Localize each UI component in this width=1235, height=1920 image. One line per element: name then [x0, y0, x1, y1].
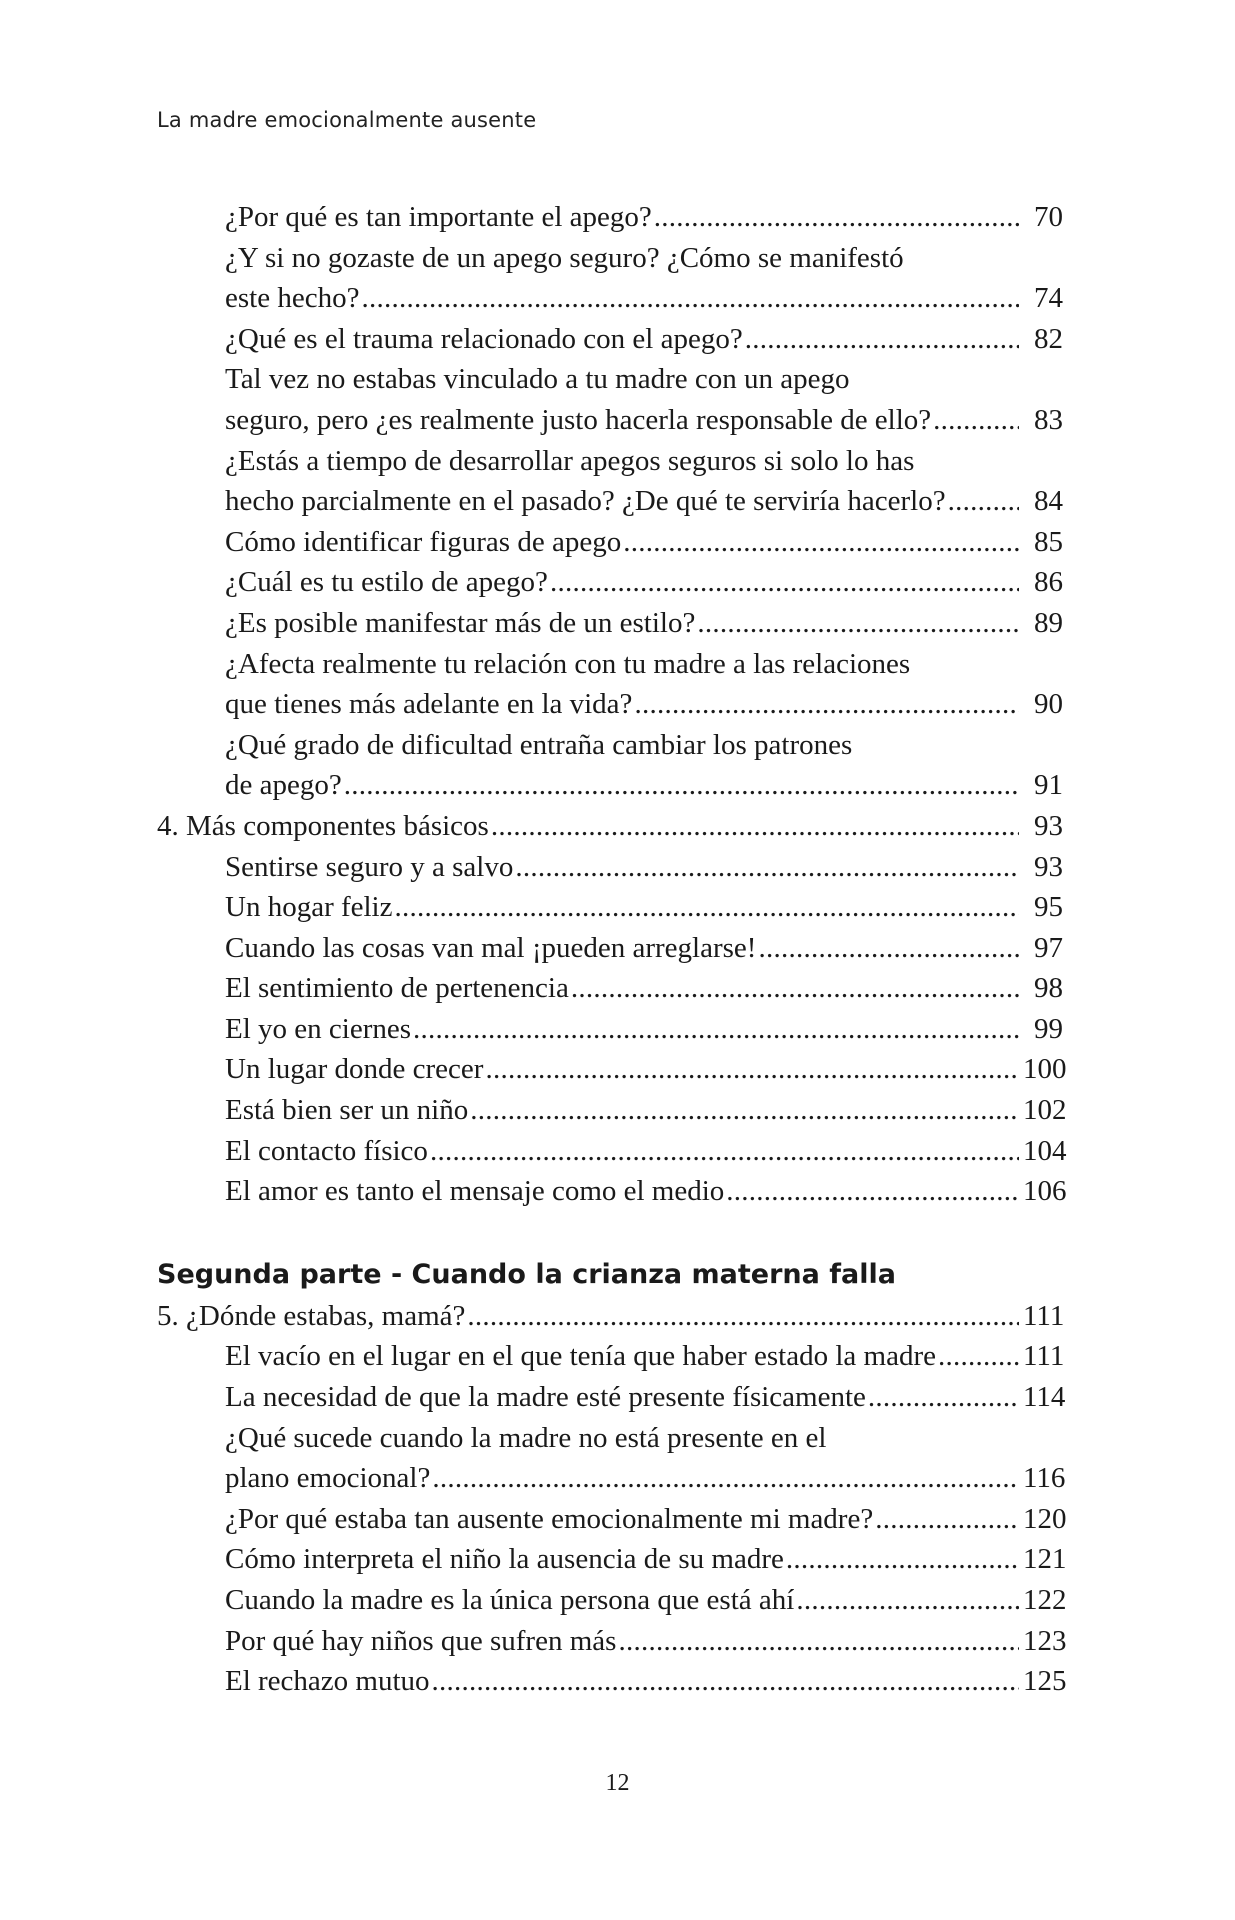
toc-entry-title: ¿Por qué estaba tan ausente emocionalmente mi madre? [225, 1502, 874, 1535]
dot-leader [796, 1580, 1019, 1621]
toc-entry-row [157, 1539, 1067, 1580]
toc-entry-row [157, 765, 1063, 806]
toc-entry-row [157, 522, 1063, 563]
toc-page-number: 83 [1034, 403, 1063, 436]
chapter-number: 5. [157, 1299, 179, 1332]
toc-entry-title: Cuando la madre es la única persona que está ahí [225, 1584, 795, 1616]
toc-entry-title: Por qué hay niños que sufren más [225, 1624, 617, 1657]
toc-entry-line: ¿Qué sucede cuando la madre no está presente en el [225, 1421, 827, 1454]
dot-leader [413, 1009, 1019, 1050]
dot-leader [623, 522, 1019, 563]
dot-leader [634, 684, 1019, 725]
toc-entry [157, 887, 1063, 928]
toc-entry [157, 1621, 1067, 1662]
toc-entry-title: El contacto físico [225, 1134, 428, 1167]
toc-entry-title: ¿Por qué es tan importante el apego? [225, 201, 652, 233]
toc-page-number: 111 [1023, 1299, 1065, 1332]
toc-page-number: 106 [1023, 1175, 1067, 1208]
dot-leader [697, 603, 1019, 644]
toc-entry [157, 1377, 1066, 1418]
toc-entry-title: este hecho? [225, 282, 360, 315]
toc-page-number: 102 [1023, 1094, 1067, 1127]
dot-leader [344, 765, 1019, 806]
toc-entry-row [157, 847, 1063, 888]
toc-page-number: 120 [1023, 1502, 1067, 1535]
toc-entry-title: Cuando las cosas van mal ¡pueden arreglarse! [225, 931, 757, 964]
toc-entry [157, 1090, 1067, 1131]
dot-leader [515, 847, 1019, 888]
dot-leader [933, 400, 1019, 441]
toc-page-number: 121 [1023, 1543, 1067, 1576]
toc-entry-title: de apego? [225, 769, 342, 802]
dot-leader [491, 806, 1019, 847]
toc-entry-row [157, 1090, 1067, 1131]
toc-entry-title: El amor es tanto el mensaje como el medio [225, 1175, 725, 1208]
toc-entry-title: El sentimiento de pertenencia [225, 972, 569, 1005]
toc-entry-title: Un lugar donde crecer [225, 1053, 484, 1086]
toc-page-number: 91 [1034, 769, 1063, 802]
toc-entry-row [157, 1621, 1067, 1662]
toc-entry [157, 725, 1063, 806]
chapter-number: 4. [157, 809, 179, 842]
toc-entry [157, 1171, 1067, 1212]
toc-page-number: 95 [1034, 891, 1063, 924]
toc-entry-row [157, 1009, 1063, 1050]
dot-leader [395, 887, 1020, 928]
toc-entry-title: Más componentes básicos [186, 809, 489, 842]
dot-leader [485, 1049, 1019, 1090]
toc-entry-row [157, 887, 1063, 928]
dot-leader [550, 562, 1019, 603]
page-number: 12 [605, 1770, 630, 1796]
toc-entry-title: plano emocional? [225, 1462, 431, 1495]
toc-entry-row [157, 928, 1063, 969]
toc-entry [157, 1049, 1067, 1090]
toc-page-number: 70 [1034, 201, 1063, 233]
toc-page-number: 85 [1034, 525, 1063, 558]
toc-page-number: 100 [1023, 1053, 1067, 1086]
toc-entry-row [157, 400, 1063, 441]
toc-entry-title: ¿Es posible manifestar más de un estilo? [225, 606, 696, 639]
toc-entry-title: seguro, pero ¿es realmente justo hacerla responsable de ello? [225, 403, 932, 436]
toc-entry-row [157, 1377, 1066, 1418]
dot-leader [430, 1131, 1019, 1172]
toc-entry-row [157, 1499, 1067, 1540]
dot-leader [654, 197, 1019, 238]
toc-page-number: 86 [1034, 566, 1063, 599]
dot-leader [726, 1171, 1019, 1212]
toc-entry-row [157, 1049, 1067, 1090]
toc-chapter-entry [157, 806, 1063, 847]
toc-entry-line: ¿Afecta realmente tu relación con tu madre a las relaciones [225, 647, 911, 680]
toc-entry-row [157, 1171, 1067, 1212]
toc-entry-line: ¿Qué grado de dificultad entraña cambiar los patrones [225, 728, 853, 761]
toc-entry-title: Sentirse seguro y a salvo [225, 850, 514, 883]
running-head: La madre emocionalmente ausente [157, 108, 537, 132]
toc-entry [157, 847, 1063, 888]
toc-entry-row [157, 1661, 1067, 1702]
toc-entry-title: El yo en ciernes [225, 1012, 412, 1045]
toc-entry [157, 1661, 1067, 1702]
toc-part-one [157, 197, 1067, 1212]
dot-leader [571, 968, 1019, 1009]
toc-entry [157, 1499, 1067, 1540]
toc-entry-row [157, 197, 1063, 238]
toc-entry [157, 238, 1063, 319]
dot-leader [432, 1661, 1019, 1702]
dot-leader [467, 1296, 1019, 1337]
toc-part-two [157, 1296, 1067, 1702]
dot-leader [948, 481, 1019, 522]
toc-page-number: 93 [1034, 850, 1063, 883]
toc-page-number: 93 [1034, 809, 1063, 842]
toc-entry-title: Está bien ser un niño [225, 1094, 469, 1127]
toc-chapter-entry [157, 1296, 1063, 1337]
toc-page-number: 116 [1023, 1462, 1066, 1495]
toc-entry-title: La necesidad de que la madre esté presente físicamente [225, 1381, 866, 1414]
dot-leader [758, 928, 1019, 969]
toc-entry-line: ¿Y si no gozaste de un apego seguro? ¿Cómo se manifestó [225, 241, 904, 274]
toc-page-number: 89 [1034, 606, 1063, 639]
toc-entry [157, 968, 1063, 1009]
toc-entry [157, 197, 1063, 238]
toc-page-number: 82 [1034, 322, 1063, 355]
toc-entry [157, 603, 1063, 644]
toc-page-number: 98 [1034, 972, 1063, 1005]
toc-entry [157, 1418, 1066, 1499]
toc-entry-title: Cómo interpreta el niño la ausencia de su madre [225, 1543, 784, 1576]
toc-entry-row [157, 278, 1063, 319]
toc-entry-row [157, 968, 1063, 1009]
toc-entry [157, 1580, 1067, 1621]
toc-entry-row [157, 806, 1063, 847]
toc-page-number: 99 [1034, 1012, 1063, 1045]
dot-leader [470, 1090, 1019, 1131]
toc-entry-line: ¿Estás a tiempo de desarrollar apegos seguros si solo lo has [225, 444, 915, 477]
toc-entry-title: que tienes más adelante en la vida? [225, 688, 633, 721]
toc-entry [157, 441, 1063, 522]
toc-entry [157, 1009, 1063, 1050]
dot-leader [875, 1499, 1019, 1540]
toc-entry-title: hecho parcialmente en el pasado? ¿De qué te serviría hacerlo? [225, 485, 946, 518]
toc-page-number: 114 [1023, 1381, 1066, 1414]
toc-entry-row [157, 481, 1063, 522]
section-heading: Segunda parte - Cuando la crianza materna falla [157, 1258, 896, 1290]
dot-leader [432, 1458, 1019, 1499]
toc-page-number: 122 [1023, 1584, 1067, 1616]
toc-entry-row [157, 1458, 1066, 1499]
toc-entry-row [157, 1296, 1063, 1337]
dot-leader [938, 1336, 1019, 1377]
toc-entry [157, 928, 1063, 969]
toc-page-number: 90 [1034, 688, 1063, 721]
toc-entry [157, 359, 1063, 440]
toc-entry-title: Un hogar feliz [225, 891, 393, 924]
dot-leader [618, 1621, 1019, 1662]
toc-entry [157, 1539, 1067, 1580]
toc-page-number: 111 [1023, 1340, 1065, 1373]
table-of-contents [157, 197, 1067, 1702]
toc-page-number: 104 [1023, 1134, 1067, 1167]
toc-entry-row [157, 1580, 1067, 1621]
toc-entry-line: Tal vez no estabas vinculado a tu madre con un apego [225, 363, 850, 396]
toc-page-number: 74 [1034, 282, 1063, 315]
toc-entry-title: ¿Cuál es tu estilo de apego? [225, 566, 548, 599]
dot-leader [745, 319, 1019, 360]
toc-entry-title: ¿Dónde estabas, mamá? [186, 1299, 466, 1332]
toc-entry-row [157, 1131, 1067, 1172]
toc-entry-title: ¿Qué es el trauma relacionado con el apego? [225, 322, 743, 355]
toc-page-number: 125 [1023, 1665, 1067, 1698]
dot-leader [361, 278, 1019, 319]
toc-entry-row [157, 1336, 1063, 1377]
toc-page-number: 123 [1023, 1624, 1067, 1657]
toc-entry [157, 562, 1063, 603]
toc-entry-title: El rechazo mutuo [225, 1665, 430, 1698]
toc-entry [157, 1336, 1063, 1377]
toc-entry [157, 522, 1063, 563]
toc-entry-title: El vacío en el lugar en el que tenía que haber estado la madre [225, 1340, 936, 1373]
toc-entry-row [157, 603, 1063, 644]
toc-entry [157, 644, 1063, 725]
toc-entry-title: Cómo identificar figuras de apego [225, 525, 622, 558]
toc-entry-row [157, 562, 1063, 603]
dot-leader [868, 1377, 1019, 1418]
toc-page-number: 84 [1034, 485, 1063, 518]
toc-entry-row [157, 684, 1063, 725]
toc-page-number: 97 [1034, 931, 1063, 964]
toc-entry [157, 319, 1063, 360]
toc-entry-row [157, 319, 1063, 360]
toc-entry [157, 1131, 1067, 1172]
dot-leader [786, 1539, 1019, 1580]
